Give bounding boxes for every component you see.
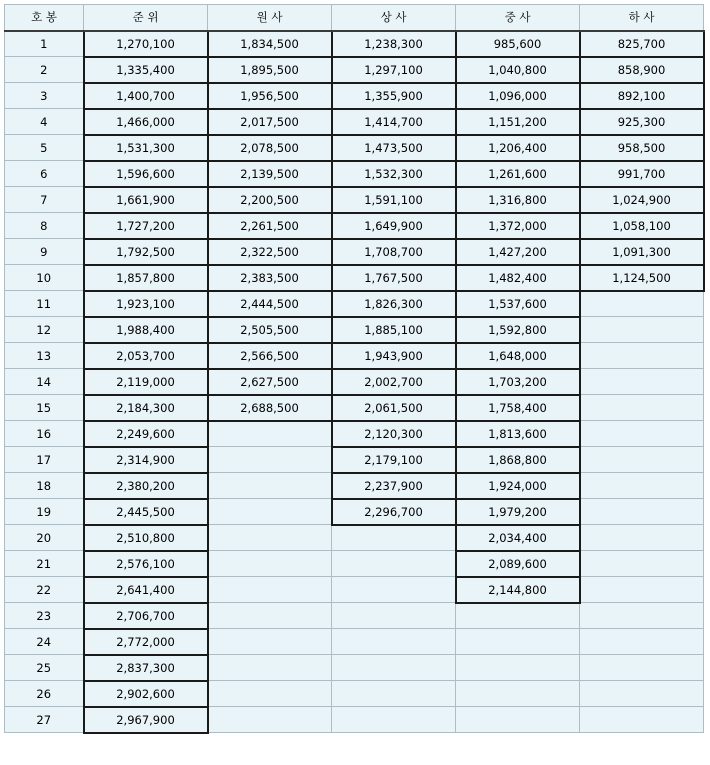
master-sergeant-cell: 1,895,500 bbox=[208, 57, 332, 83]
header-row bbox=[5, 5, 704, 31]
table-row bbox=[5, 83, 704, 109]
step-cell: 15 bbox=[5, 395, 84, 421]
master-sergeant-cell: 2,017,500 bbox=[208, 109, 332, 135]
header-staff-sergeant: 중 사 bbox=[456, 5, 580, 31]
master-sergeant-cell: 2,566,500 bbox=[208, 343, 332, 369]
table-body bbox=[5, 31, 704, 733]
step-cell: 27 bbox=[5, 707, 84, 733]
staff-sergeant-cell: 1,813,600 bbox=[456, 421, 580, 447]
warrant-officer-cell: 1,400,700 bbox=[84, 83, 208, 109]
warrant-officer-cell: 1,335,400 bbox=[84, 57, 208, 83]
master-sergeant-cell: 2,383,500 bbox=[208, 265, 332, 291]
sergeant-first-class-cell bbox=[332, 603, 456, 629]
table-row bbox=[5, 551, 704, 577]
warrant-officer-cell: 1,270,100 bbox=[84, 31, 208, 57]
table-row bbox=[5, 161, 704, 187]
warrant-officer-cell: 2,837,300 bbox=[84, 655, 208, 681]
staff-sergeant-cell: 2,034,400 bbox=[456, 525, 580, 551]
step-cell: 1 bbox=[5, 31, 84, 57]
sergeant-cell: 991,700 bbox=[580, 161, 704, 187]
sergeant-first-class-cell: 2,179,100 bbox=[332, 447, 456, 473]
sergeant-cell bbox=[580, 681, 704, 707]
step-cell: 14 bbox=[5, 369, 84, 395]
warrant-officer-cell: 1,857,800 bbox=[84, 265, 208, 291]
staff-sergeant-cell: 2,144,800 bbox=[456, 577, 580, 603]
staff-sergeant-cell: 1,979,200 bbox=[456, 499, 580, 525]
table-row bbox=[5, 213, 704, 239]
step-cell: 13 bbox=[5, 343, 84, 369]
step-cell: 16 bbox=[5, 421, 84, 447]
master-sergeant-cell bbox=[208, 655, 332, 681]
warrant-officer-cell: 2,445,500 bbox=[84, 499, 208, 525]
staff-sergeant-cell: 1,427,200 bbox=[456, 239, 580, 265]
staff-sergeant-cell bbox=[456, 603, 580, 629]
table-row bbox=[5, 421, 704, 447]
step-cell: 9 bbox=[5, 239, 84, 265]
staff-sergeant-cell: 1,040,800 bbox=[456, 57, 580, 83]
sergeant-cell: 1,091,300 bbox=[580, 239, 704, 265]
sergeant-first-class-cell: 1,708,700 bbox=[332, 239, 456, 265]
sergeant-first-class-cell: 1,532,300 bbox=[332, 161, 456, 187]
sergeant-first-class-cell: 2,296,700 bbox=[332, 499, 456, 525]
table-row bbox=[5, 109, 704, 135]
staff-sergeant-cell: 1,924,000 bbox=[456, 473, 580, 499]
master-sergeant-cell bbox=[208, 707, 332, 733]
warrant-officer-cell: 2,706,700 bbox=[84, 603, 208, 629]
master-sergeant-cell: 2,078,500 bbox=[208, 135, 332, 161]
staff-sergeant-cell bbox=[456, 655, 580, 681]
staff-sergeant-cell: 1,151,200 bbox=[456, 109, 580, 135]
step-cell: 8 bbox=[5, 213, 84, 239]
step-cell: 23 bbox=[5, 603, 84, 629]
staff-sergeant-cell: 1,648,000 bbox=[456, 343, 580, 369]
warrant-officer-cell: 2,576,100 bbox=[84, 551, 208, 577]
warrant-officer-cell: 2,314,900 bbox=[84, 447, 208, 473]
warrant-officer-cell: 1,792,500 bbox=[84, 239, 208, 265]
step-cell: 7 bbox=[5, 187, 84, 213]
step-cell: 20 bbox=[5, 525, 84, 551]
master-sergeant-cell: 2,139,500 bbox=[208, 161, 332, 187]
sergeant-cell: 858,900 bbox=[580, 57, 704, 83]
step-cell: 12 bbox=[5, 317, 84, 343]
warrant-officer-cell: 1,466,000 bbox=[84, 109, 208, 135]
sergeant-first-class-cell: 2,237,900 bbox=[332, 473, 456, 499]
sergeant-cell bbox=[580, 395, 704, 421]
sergeant-cell: 958,500 bbox=[580, 135, 704, 161]
table-row bbox=[5, 135, 704, 161]
staff-sergeant-cell: 1,316,800 bbox=[456, 187, 580, 213]
warrant-officer-cell: 2,641,400 bbox=[84, 577, 208, 603]
warrant-officer-cell: 2,902,600 bbox=[84, 681, 208, 707]
staff-sergeant-cell: 1,868,800 bbox=[456, 447, 580, 473]
table-row bbox=[5, 369, 704, 395]
master-sergeant-cell bbox=[208, 629, 332, 655]
warrant-officer-cell: 1,988,400 bbox=[84, 317, 208, 343]
master-sergeant-cell: 1,956,500 bbox=[208, 83, 332, 109]
sergeant-first-class-cell: 1,238,300 bbox=[332, 31, 456, 57]
step-cell: 26 bbox=[5, 681, 84, 707]
step-cell: 18 bbox=[5, 473, 84, 499]
sergeant-first-class-cell bbox=[332, 525, 456, 551]
step-cell: 3 bbox=[5, 83, 84, 109]
sergeant-first-class-cell: 1,591,100 bbox=[332, 187, 456, 213]
step-cell: 25 bbox=[5, 655, 84, 681]
sergeant-first-class-cell: 1,885,100 bbox=[332, 317, 456, 343]
warrant-officer-cell: 2,380,200 bbox=[84, 473, 208, 499]
staff-sergeant-cell: 1,592,800 bbox=[456, 317, 580, 343]
staff-sergeant-cell: 1,482,400 bbox=[456, 265, 580, 291]
sergeant-cell bbox=[580, 577, 704, 603]
warrant-officer-cell: 2,967,900 bbox=[84, 707, 208, 733]
staff-sergeant-cell: 1,758,400 bbox=[456, 395, 580, 421]
master-sergeant-cell bbox=[208, 577, 332, 603]
table-row bbox=[5, 473, 704, 499]
staff-sergeant-cell: 1,096,000 bbox=[456, 83, 580, 109]
sergeant-first-class-cell: 1,826,300 bbox=[332, 291, 456, 317]
table-row bbox=[5, 707, 704, 733]
master-sergeant-cell: 2,322,500 bbox=[208, 239, 332, 265]
sergeant-first-class-cell bbox=[332, 551, 456, 577]
master-sergeant-cell: 1,834,500 bbox=[208, 31, 332, 57]
sergeant-cell: 1,024,900 bbox=[580, 187, 704, 213]
staff-sergeant-cell: 1,261,600 bbox=[456, 161, 580, 187]
master-sergeant-cell: 2,688,500 bbox=[208, 395, 332, 421]
warrant-officer-cell: 2,249,600 bbox=[84, 421, 208, 447]
master-sergeant-cell: 2,200,500 bbox=[208, 187, 332, 213]
sergeant-cell bbox=[580, 291, 704, 317]
step-cell: 19 bbox=[5, 499, 84, 525]
warrant-officer-cell: 2,119,000 bbox=[84, 369, 208, 395]
step-cell: 21 bbox=[5, 551, 84, 577]
table-row bbox=[5, 629, 704, 655]
table-row bbox=[5, 603, 704, 629]
header-sergeant: 하 사 bbox=[580, 5, 704, 31]
sergeant-cell bbox=[580, 317, 704, 343]
sergeant-cell bbox=[580, 369, 704, 395]
table-row bbox=[5, 577, 704, 603]
sergeant-first-class-cell: 1,355,900 bbox=[332, 83, 456, 109]
table-row bbox=[5, 57, 704, 83]
sergeant-cell bbox=[580, 655, 704, 681]
step-cell: 17 bbox=[5, 447, 84, 473]
table-row bbox=[5, 499, 704, 525]
master-sergeant-cell: 2,444,500 bbox=[208, 291, 332, 317]
step-cell: 10 bbox=[5, 265, 84, 291]
sergeant-first-class-cell: 1,297,100 bbox=[332, 57, 456, 83]
step-cell: 22 bbox=[5, 577, 84, 603]
table-row bbox=[5, 187, 704, 213]
warrant-officer-cell: 1,923,100 bbox=[84, 291, 208, 317]
warrant-officer-cell: 1,661,900 bbox=[84, 187, 208, 213]
sergeant-cell bbox=[580, 473, 704, 499]
step-cell: 5 bbox=[5, 135, 84, 161]
staff-sergeant-cell: 1,703,200 bbox=[456, 369, 580, 395]
master-sergeant-cell: 2,261,500 bbox=[208, 213, 332, 239]
pay-grade-table bbox=[4, 4, 705, 734]
sergeant-cell: 892,100 bbox=[580, 83, 704, 109]
master-sergeant-cell bbox=[208, 603, 332, 629]
master-sergeant-cell bbox=[208, 473, 332, 499]
master-sergeant-cell bbox=[208, 421, 332, 447]
warrant-officer-cell: 1,727,200 bbox=[84, 213, 208, 239]
sergeant-cell bbox=[580, 343, 704, 369]
staff-sergeant-cell: 1,372,000 bbox=[456, 213, 580, 239]
sergeant-cell bbox=[580, 707, 704, 733]
sergeant-cell bbox=[580, 447, 704, 473]
warrant-officer-cell: 2,184,300 bbox=[84, 395, 208, 421]
sergeant-first-class-cell bbox=[332, 707, 456, 733]
master-sergeant-cell bbox=[208, 447, 332, 473]
sergeant-first-class-cell: 2,120,300 bbox=[332, 421, 456, 447]
sergeant-first-class-cell: 1,943,900 bbox=[332, 343, 456, 369]
header-warrant-officer: 준 위 bbox=[84, 5, 208, 31]
master-sergeant-cell bbox=[208, 499, 332, 525]
sergeant-cell bbox=[580, 629, 704, 655]
table-row bbox=[5, 681, 704, 707]
table-row bbox=[5, 291, 704, 317]
sergeant-first-class-cell: 2,061,500 bbox=[332, 395, 456, 421]
warrant-officer-cell: 1,531,300 bbox=[84, 135, 208, 161]
sergeant-cell bbox=[580, 551, 704, 577]
staff-sergeant-cell: 1,537,600 bbox=[456, 291, 580, 317]
staff-sergeant-cell bbox=[456, 629, 580, 655]
master-sergeant-cell: 2,627,500 bbox=[208, 369, 332, 395]
staff-sergeant-cell: 985,600 bbox=[456, 31, 580, 57]
staff-sergeant-cell: 2,089,600 bbox=[456, 551, 580, 577]
sergeant-first-class-cell: 2,002,700 bbox=[332, 369, 456, 395]
table-row bbox=[5, 265, 704, 291]
sergeant-cell bbox=[580, 421, 704, 447]
table-row bbox=[5, 239, 704, 265]
sergeant-cell: 1,124,500 bbox=[580, 265, 704, 291]
step-cell: 2 bbox=[5, 57, 84, 83]
table-row bbox=[5, 31, 704, 57]
warrant-officer-cell: 2,053,700 bbox=[84, 343, 208, 369]
sergeant-cell: 825,700 bbox=[580, 31, 704, 57]
staff-sergeant-cell bbox=[456, 707, 580, 733]
sergeant-cell: 1,058,100 bbox=[580, 213, 704, 239]
warrant-officer-cell: 1,596,600 bbox=[84, 161, 208, 187]
sergeant-first-class-cell: 1,414,700 bbox=[332, 109, 456, 135]
sergeant-cell: 925,300 bbox=[580, 109, 704, 135]
step-cell: 4 bbox=[5, 109, 84, 135]
master-sergeant-cell bbox=[208, 551, 332, 577]
header-step: 호 봉 bbox=[5, 5, 84, 31]
staff-sergeant-cell bbox=[456, 681, 580, 707]
sergeant-first-class-cell bbox=[332, 629, 456, 655]
staff-sergeant-cell: 1,206,400 bbox=[456, 135, 580, 161]
sergeant-first-class-cell bbox=[332, 577, 456, 603]
sergeant-cell bbox=[580, 603, 704, 629]
warrant-officer-cell: 2,772,000 bbox=[84, 629, 208, 655]
warrant-officer-cell: 2,510,800 bbox=[84, 525, 208, 551]
header-sergeant-first-class: 상 사 bbox=[332, 5, 456, 31]
master-sergeant-cell: 2,505,500 bbox=[208, 317, 332, 343]
step-cell: 6 bbox=[5, 161, 84, 187]
sergeant-first-class-cell: 1,767,500 bbox=[332, 265, 456, 291]
step-cell: 11 bbox=[5, 291, 84, 317]
table-row bbox=[5, 447, 704, 473]
sergeant-cell bbox=[580, 525, 704, 551]
sergeant-cell bbox=[580, 499, 704, 525]
sergeant-first-class-cell bbox=[332, 681, 456, 707]
step-cell: 24 bbox=[5, 629, 84, 655]
table-row bbox=[5, 317, 704, 343]
master-sergeant-cell bbox=[208, 525, 332, 551]
table-row bbox=[5, 343, 704, 369]
header-master-sergeant: 원 사 bbox=[208, 5, 332, 31]
table-row bbox=[5, 395, 704, 421]
master-sergeant-cell bbox=[208, 681, 332, 707]
sergeant-first-class-cell: 1,473,500 bbox=[332, 135, 456, 161]
sergeant-first-class-cell: 1,649,900 bbox=[332, 213, 456, 239]
table-row bbox=[5, 525, 704, 551]
table-row bbox=[5, 655, 704, 681]
sergeant-first-class-cell bbox=[332, 655, 456, 681]
